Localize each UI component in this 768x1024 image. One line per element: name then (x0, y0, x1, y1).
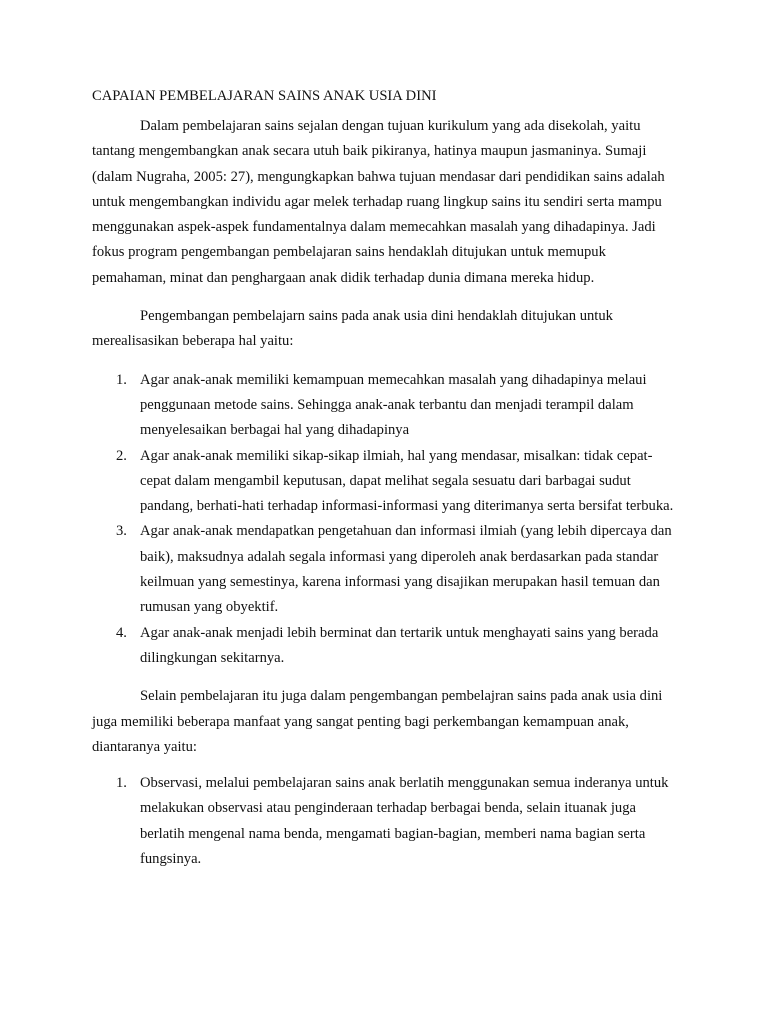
document-title: CAPAIAN PEMBELAJARAN SAINS ANAK USIA DINI (92, 88, 437, 104)
benefits-list (92, 771, 678, 872)
document-body (92, 84, 678, 872)
list-item (92, 368, 678, 444)
list-item-number: 4. (116, 624, 127, 641)
list-item (92, 444, 678, 520)
list-item-text: Agar anak-anak menjadi lebih berminat dan tertarik untuk menghayati sains yang berada dilingkungan sekitarnya. (140, 624, 659, 666)
paragraph-benefits-intro: Selain pembelajaran itu juga dalam pengembangan pembelajran sains pada anak usia dini juga memiliki beberapa manfaat yang sangat penting bagi perkembangan kemampuan anak, diantaranya yaitu: (92, 688, 663, 755)
list-item-number: 3. (116, 523, 127, 540)
list-item-text: Agar anak-anak memiliki kemampuan memecahkan masalah yang dihadapinya melaui penggunaan metode sains. Sehingga anak-anak terbantu dan menjadi terampil dalam menyelesaikan berbagai hal yang dihadapinya (140, 371, 647, 439)
list-item-text: Agar anak-anak memiliki sikap-sikap ilmiah, hal yang mendasar, misalkan: tidak cepat-cepat dalam mengambil keputusan, dapat melihat segala sesuatu dari barbagai sudut pandang, berhati-hati terhadap informasi-informasi yang diterimanya serta bersifat terbuka. (140, 447, 674, 515)
list-item (92, 771, 678, 872)
list-item (92, 519, 678, 620)
paragraph-intro: Dalam pembelajaran sains sejalan dengan tujuan kurikulum yang ada disekolah, yaitu tantang mengembangkan anak secara utuh baik pikiranya, hatinya maupun jasmaninya. Sumaji (dalam Nugraha, 2005: 27), mengungkapkan bahwa tujuan mendasar dari pendidikan sains adalah untuk mengembangkan individu agar melek terhadap ruang lingkup sains itu sendiri serta mampu menggunakan aspek-aspek fundamentalnya dalam memecahkan masalah yang dihadapinya. Jadi fokus program pengembangan pembelajaran sains hendaklah ditujukan untuk memupuk pemahaman, minat dan penghargaan anak didik terhadap dunia dimana mereka hidup. (92, 118, 665, 286)
list-item-text: Agar anak-anak mendapatkan pengetahuan dan informasi ilmiah (yang lebih dipercaya dan baik), maksudnya adalah segala informasi yang diperoleh anak berdasarkan pada standar keilmuan yang semestinya, karena informasi yang disajikan merupakan hasil temuan dan rumusan yang obyektif. (140, 523, 672, 616)
list-item-number: 2. (116, 447, 127, 464)
list-item-number: 1. (116, 371, 127, 388)
paragraph-goals-intro: Pengembangan pembelajarn sains pada anak usia dini hendaklah ditujukan untuk merealisasikan beberapa hal yaitu: (92, 308, 613, 350)
goals-list (92, 368, 678, 672)
list-item-number: 1. (116, 775, 127, 792)
list-item-text: Observasi, melalui pembelajaran sains anak berlatih menggunakan semua inderanya untuk melakukan observasi atau penginderaan terhadap berbagai benda, selain ituanak juga berlatih mengenal nama benda, mengamati bagian-bagian, memberi nama bagian serta fungsinya. (140, 775, 669, 868)
list-item (92, 621, 678, 672)
